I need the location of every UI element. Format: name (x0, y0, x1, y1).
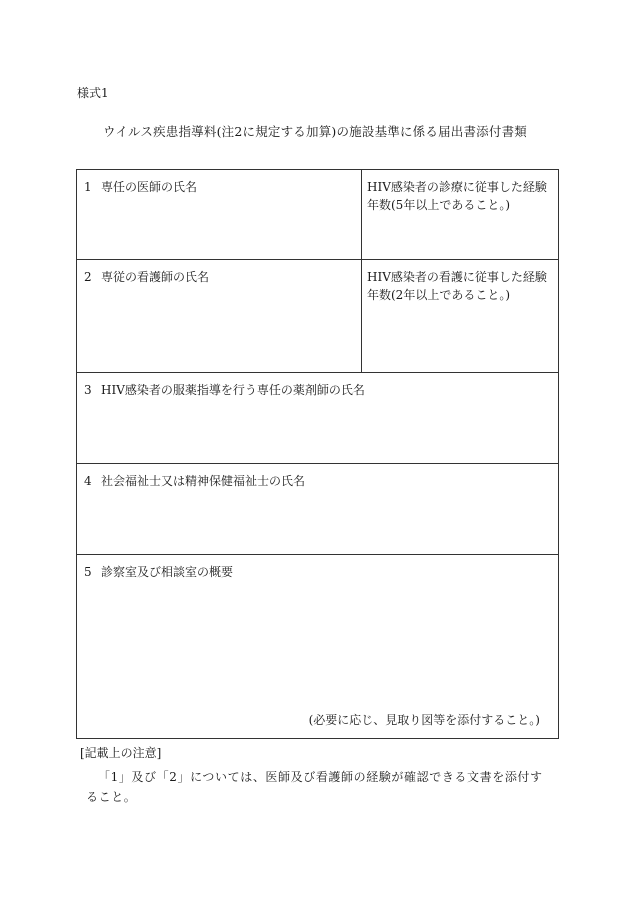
item-number: 4 (84, 474, 92, 488)
doctor-experience-cell (362, 170, 559, 260)
item-number: 5 (84, 565, 92, 579)
item-number: 2 (84, 270, 92, 284)
form-table (76, 169, 559, 739)
item-label: 診察室及び相談室の概要 (101, 565, 234, 579)
document-title: ウイルス疾患指導料(注2に規定する加算)の施設基準に係る届出書添付書類 (103, 124, 527, 139)
room-overview-cell (77, 555, 559, 739)
table-row (77, 555, 559, 739)
item-number: 3 (84, 383, 92, 397)
experience-label: HIV感染者の診療に従事した経験年数(5年以上であること。) (367, 180, 547, 212)
item-label: 専従の看護師の氏名 (101, 270, 210, 284)
social-worker-name-cell (77, 464, 559, 555)
notes-heading: [記載上の注意] (80, 746, 162, 760)
table-row (77, 170, 559, 260)
nurse-name-cell (77, 260, 362, 373)
table-row (77, 260, 559, 373)
item-label: 専任の医師の氏名 (101, 180, 198, 194)
pharmacist-name-cell (77, 373, 559, 464)
item-label: 社会福祉士又は精神保健福祉士の氏名 (101, 474, 306, 488)
notes-text: 「1」及び「2」については、医師及び看護師の経験が確認できる文書を添付すること。 (86, 770, 543, 804)
form-id: 様式1 (77, 86, 109, 100)
nurse-experience-cell (362, 260, 559, 373)
table-row (77, 464, 559, 555)
table-row (77, 373, 559, 464)
experience-label: HIV感染者の看護に従事した経験年数(2年以上であること。) (367, 270, 547, 302)
doctor-name-cell (77, 170, 362, 260)
item-number: 1 (84, 180, 92, 194)
attachment-note: (必要に応じ、見取り図等を添付すること。) (308, 713, 540, 727)
item-label: HIV感染者の服薬指導を行う専任の薬剤師の氏名 (101, 383, 365, 397)
